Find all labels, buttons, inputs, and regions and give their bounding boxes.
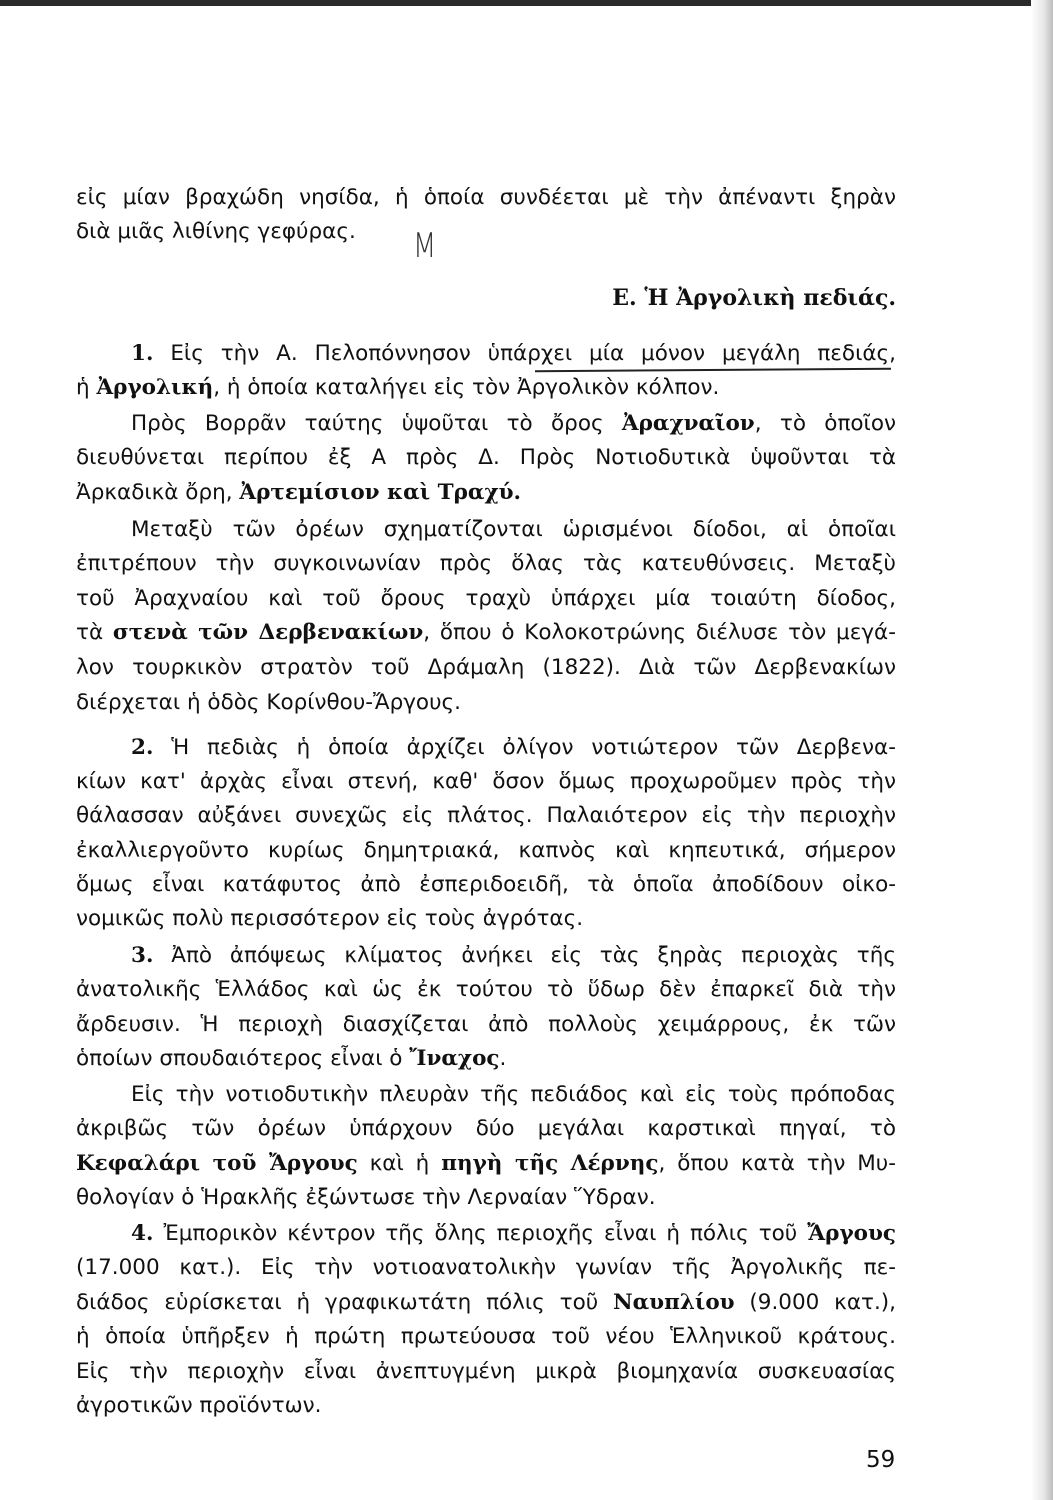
paragraph-2-line-1: 2. Ἡ πεδιὰς ἡ ὁποία ἀρχίζει ὀλίγον νοτιώτερον τῶν Δερβενα-: [131, 735, 896, 760]
paragraph-2-line-2: κίων κατ' ἀρχὰς εἶναι στενή, καθ' ὅσον ὅμως προχωροῦμεν πρὸς τὴν: [76, 769, 896, 794]
term-kefalari-argous: Κεφαλάρι τοῦ Ἄργους: [76, 1151, 358, 1176]
paragraph-2-line-3: θάλασσαν αὐξάνει συνεχῶς εἰς πλάτος. Παλαιότερον εἰς τὴν περιοχὴν: [76, 803, 896, 828]
paragraph-3-line-7: Κεφαλάρι τοῦ Ἄργους καὶ ἡ πηγὴ τῆς Λέρνης, ὅπου κατὰ τὴν Μυ-: [76, 1151, 897, 1176]
paragraph-2-line-4: ἐκαλλιεργοῦντο κυρίως δημητριακά, καπνὸς καὶ κηπευτικά, σήμερον: [76, 838, 896, 863]
paragraph-2-line-5: ὅμως εἶναι κατάφυτος ἀπὸ ἐσπεριδοειδῆ, τὰ ὁποῖα ἀποδίδουν οἰκο-: [76, 872, 896, 897]
paragraph-3-line-1: 3. Ἀπὸ ἀπόψεως κλίματος ἀνήκει εἰς τὰς ξηρὰς περιοχὰς τῆς: [131, 943, 896, 968]
handwritten-mark: M: [412, 226, 437, 266]
paragraph-1-line-2: ἡ Ἀργολική, ἡ ὁποία καταλήγει εἰς τὸν Ἀργολικὸν κόλπον.: [76, 375, 720, 400]
paragraph-number-2: 2.: [131, 735, 154, 760]
term-artemision-trachy: Ἀρτεμίσιον καὶ Τραχύ.: [239, 480, 521, 505]
paragraph-1-line-6: Μεταξὺ τῶν ὀρέων σχηματίζονται ὡρισμένοι δίοδοι, αἱ ὁποῖαι: [131, 517, 896, 542]
paragraph-1-line-9: τὰ στενὰ τῶν Δερβενακίων, ὅπου ὁ Κολοκοτρώνης διέλυσε τὸν μεγά-: [76, 620, 896, 645]
paragraph-number-1: 1.: [131, 341, 154, 366]
term-stena-dervenakion: στενὰ τῶν Δερβενακίων: [112, 620, 424, 645]
paragraph-1-line-1: 1. Εἰς τὴν Α. Πελοπόννησον ὑπάρχει μία μόνον μεγάλη πεδιάς,: [131, 341, 896, 366]
term-nafpliou: Ναυπλίου: [612, 1290, 735, 1315]
intro-line-1: εἰς μίαν βραχώδη νησίδα, ἡ ὁποία συνδέεται μὲ τὴν ἀπέναντι ξηρὰν: [76, 185, 896, 210]
paragraph-1-line-3: Πρὸς Βορρᾶν ταύτης ὑψοῦται τὸ ὄρος Ἀραχναῖον, τὸ ὁποῖον: [131, 411, 896, 436]
paragraph-4-line-5: Εἰς τὴν περιοχὴν εἶναι ἀνεπτυγμένη μικρὰ βιομηχανία συσκευασίας: [76, 1359, 896, 1384]
paragraph-3-line-4: ὁποίων σπουδαιότερος εἶναι ὁ Ἴναχος.: [76, 1046, 507, 1071]
paragraph-4-line-1: 4. Ἐμπορικὸν κέντρον τῆς ὅλης περιοχῆς εἶναι ἡ πόλις τοῦ Ἄργους: [131, 1221, 896, 1246]
intro-line-2: διὰ μιᾶς λιθίνης γεφύρας.: [76, 219, 356, 244]
paragraph-4-line-4: ἡ ὁποία ὑπῆρξεν ἡ πρώτη πρωτεύουσα τοῦ νέου Ἑλληνικοῦ κράτους.: [76, 1324, 896, 1349]
paragraph-1-line-7: ἐπιτρέπουν τὴν συγκοινωνίαν πρὸς ὅλας τὰς κατευθύνσεις. Μεταξὺ: [76, 551, 896, 576]
paragraph-3-line-8: θολογίαν ὁ Ἡρακλῆς ἐξώντωσε τὴν Λερναίαν Ὕδραν.: [76, 1185, 656, 1210]
paragraph-1-line-8: τοῦ Ἀραχναίου καὶ τοῦ ὄρους τραχὺ ὑπάρχει μία τοιαύτη δίοδος,: [76, 586, 896, 611]
paragraph-3-line-5: Εἰς τὴν νοτιοδυτικὴν πλευρὰν τῆς πεδιάδος καὶ εἰς τοὺς πρόποδας: [131, 1082, 896, 1107]
paragraph-1-line-11: διέρχεται ἡ ὁδὸς Κορίνθου-Ἄργους.: [76, 690, 461, 715]
term-argous: Ἄργους: [807, 1221, 896, 1246]
paragraph-3-line-3: ἄρδευσιν. Ἡ περιοχὴ διασχίζεται ἀπὸ πολλοὺς χειμάρρους, ἐκ τῶν: [76, 1012, 896, 1037]
paragraph-1-line-5: Ἀρκαδικὰ ὄρη, Ἀρτεμίσιον καὶ Τραχύ.: [76, 480, 521, 505]
paragraph-3-line-2: ἀνατολικῆς Ἑλλάδος καὶ ὡς ἐκ τούτου τὸ ὕδωρ δὲν ἐπαρκεῖ διὰ τὴν: [76, 977, 896, 1002]
term-arachnaion: Ἀραχναῖον: [621, 411, 755, 436]
term-inachos: Ἴναχος: [409, 1046, 500, 1071]
term-pigi-lernis: πηγὴ τῆς Λέρνης: [441, 1151, 659, 1176]
paragraph-2-line-6: νομικῶς πολὺ περισσότερον εἰς τοὺς ἀγρότας.: [76, 906, 584, 931]
paragraph-3-line-6: ἀκριβῶς τῶν ὀρέων ὑπάρχουν δύο μεγάλαι καρστικαὶ πηγαί, τὸ: [76, 1116, 896, 1141]
paragraph-4-line-3: διάδος εὑρίσκεται ἡ γραφικωτάτη πόλις τοῦ Ναυπλίου (9.000 κατ.),: [76, 1290, 896, 1315]
paragraph-number-3: 3.: [131, 943, 154, 968]
term-argoliki: Ἀργολική: [96, 375, 214, 400]
page-number: 59: [866, 1447, 896, 1473]
paragraph-number-4: 4.: [131, 1221, 154, 1246]
paragraph-1-line-4: διευθύνεται περίπου ἐξ Α πρὸς Δ. Πρὸς Νοτιοδυτικὰ ὑψοῦνται τὰ: [76, 445, 896, 470]
section-heading: Ε. Ἡ Ἀργολικὴ πεδιάς.: [612, 285, 896, 311]
paragraph-1-line-10: λον τουρκικὸν στρατὸν τοῦ Δράμαλη (1822). Διὰ τῶν Δερβενακίων: [76, 655, 896, 680]
paragraph-4-line-6: ἀγροτικῶν προϊόντων.: [76, 1393, 322, 1418]
paragraph-4-line-2: (17.000 κατ.). Εἰς τὴν νοτιοανατολικὴν γωνίαν τῆς Ἀργολικῆς πε-: [76, 1255, 896, 1280]
